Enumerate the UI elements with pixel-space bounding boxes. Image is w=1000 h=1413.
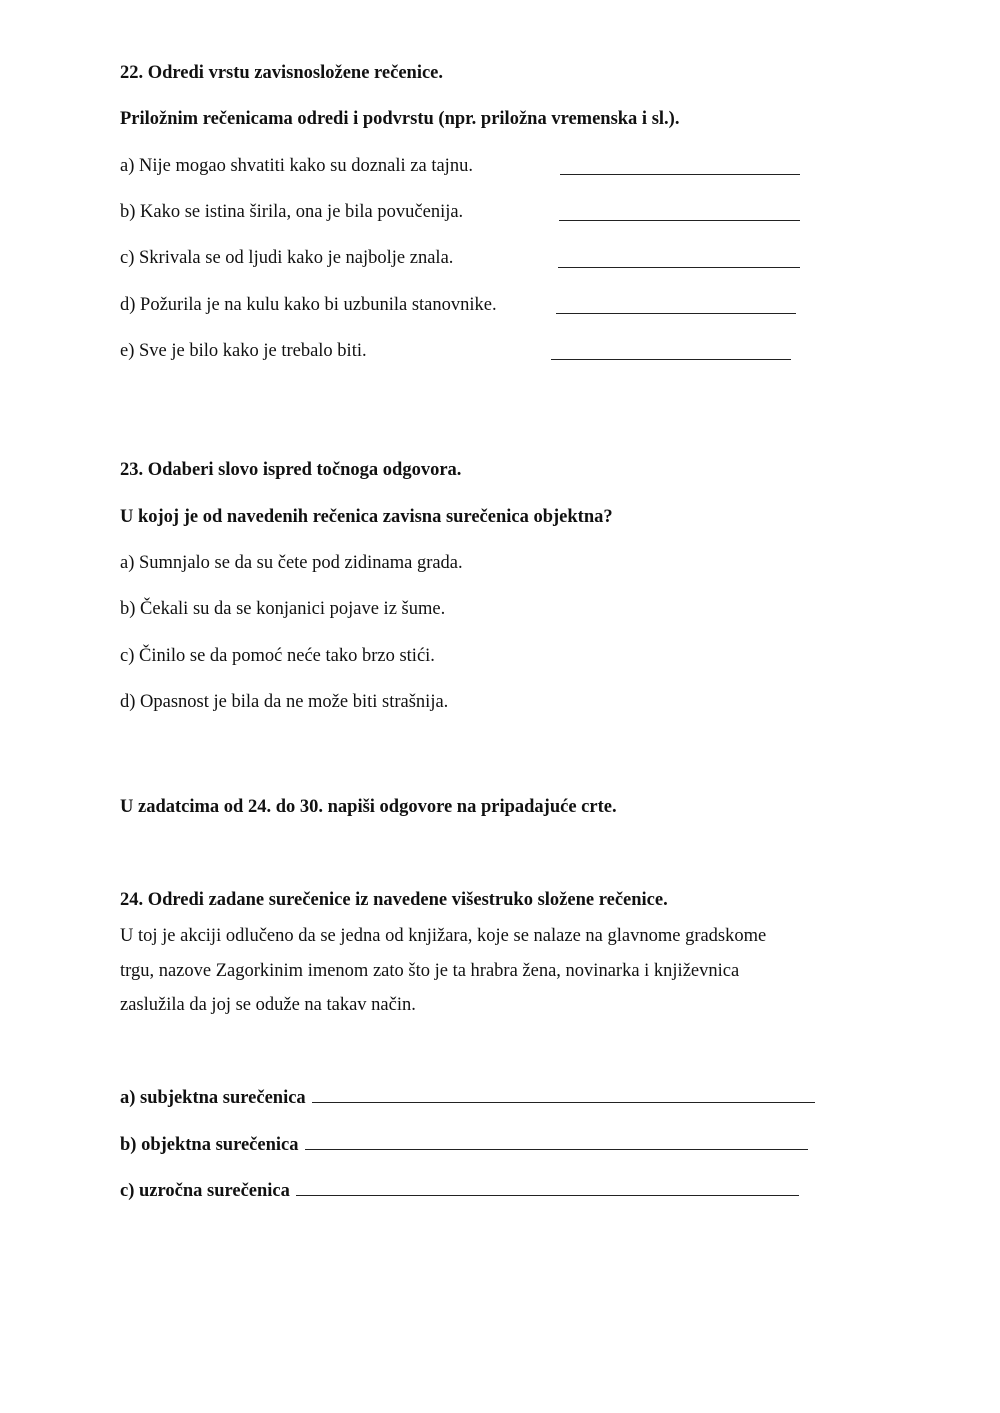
q24-answer-c-label: c) uzročna surečenica <box>120 1181 290 1201</box>
q22-answer-line-a[interactable] <box>560 174 800 175</box>
section-note: U zadatcima od 24. do 30. napiši odgovore na pripadajuće crte. <box>120 797 617 817</box>
q24-answer-b-label: b) objektna surečenica <box>120 1135 299 1155</box>
q22-item-a: a) Nije mogao shvatiti kako su doznali za tajnu. <box>120 156 473 176</box>
q22-item-b: b) Kako se istina širila, ona je bila povučenija. <box>120 202 464 222</box>
q22-answer-line-d[interactable] <box>556 313 796 314</box>
q24-text-line-1: U toj je akciji odlučeno da se jedna od knjižara, koje se nalaze na glavnome gradskome <box>120 926 767 946</box>
q24-answer-line-b[interactable] <box>305 1149 808 1150</box>
q22-answer-line-e[interactable] <box>551 359 791 360</box>
q24-answer-c <box>120 1180 799 1202</box>
q22-answer-line-c[interactable] <box>558 267 800 268</box>
q23-option-c[interactable]: c) Činilo se da pomoć neće tako brzo stići. <box>120 646 435 666</box>
q24-answer-line-c[interactable] <box>296 1195 799 1196</box>
q24-answer-a <box>120 1087 815 1109</box>
q22-answer-line-b[interactable] <box>559 220 800 221</box>
q22-title: 22. Odredi vrstu zavisnosložene rečenice. <box>120 63 444 83</box>
q23-option-b[interactable]: b) Čekali su da se konjanici pojave iz šume. <box>120 599 446 619</box>
q24-answer-b <box>120 1134 808 1156</box>
q24-text-line-3: zaslužila da joj se oduže na takav način. <box>120 995 416 1015</box>
q23-question: U kojoj je od navedenih rečenica zavisna surečenica objektna? <box>120 507 613 527</box>
q22-item-d: d) Požurila je na kulu kako bi uzbunila stanovnike. <box>120 295 497 315</box>
q23-title: 23. Odaberi slovo ispred točnoga odgovora. <box>120 460 462 480</box>
q22-instruction: Priložnim rečenicama odredi i podvrstu (npr. priložna vremenska i sl.). <box>120 109 680 129</box>
q24-text-line-2: trgu, nazove Zagorkinim imenom zato što je ta hrabra žena, novinarka i književnica <box>120 961 740 981</box>
q22-item-e: e) Sve je bilo kako je trebalo biti. <box>120 341 367 361</box>
q23-option-a[interactable]: a) Sumnjalo se da su čete pod zidinama grada. <box>120 553 463 573</box>
q24-answer-line-a[interactable] <box>312 1102 815 1103</box>
q23-option-d[interactable]: d) Opasnost je bila da ne može biti strašnija. <box>120 692 449 712</box>
q24-answer-a-label: a) subjektna surečenica <box>120 1088 306 1108</box>
q22-item-c: c) Skrivala se od ljudi kako je najbolje znala. <box>120 248 454 268</box>
q24-title: 24. Odredi zadane surečenice iz navedene višestruko složene rečenice. <box>120 890 668 910</box>
